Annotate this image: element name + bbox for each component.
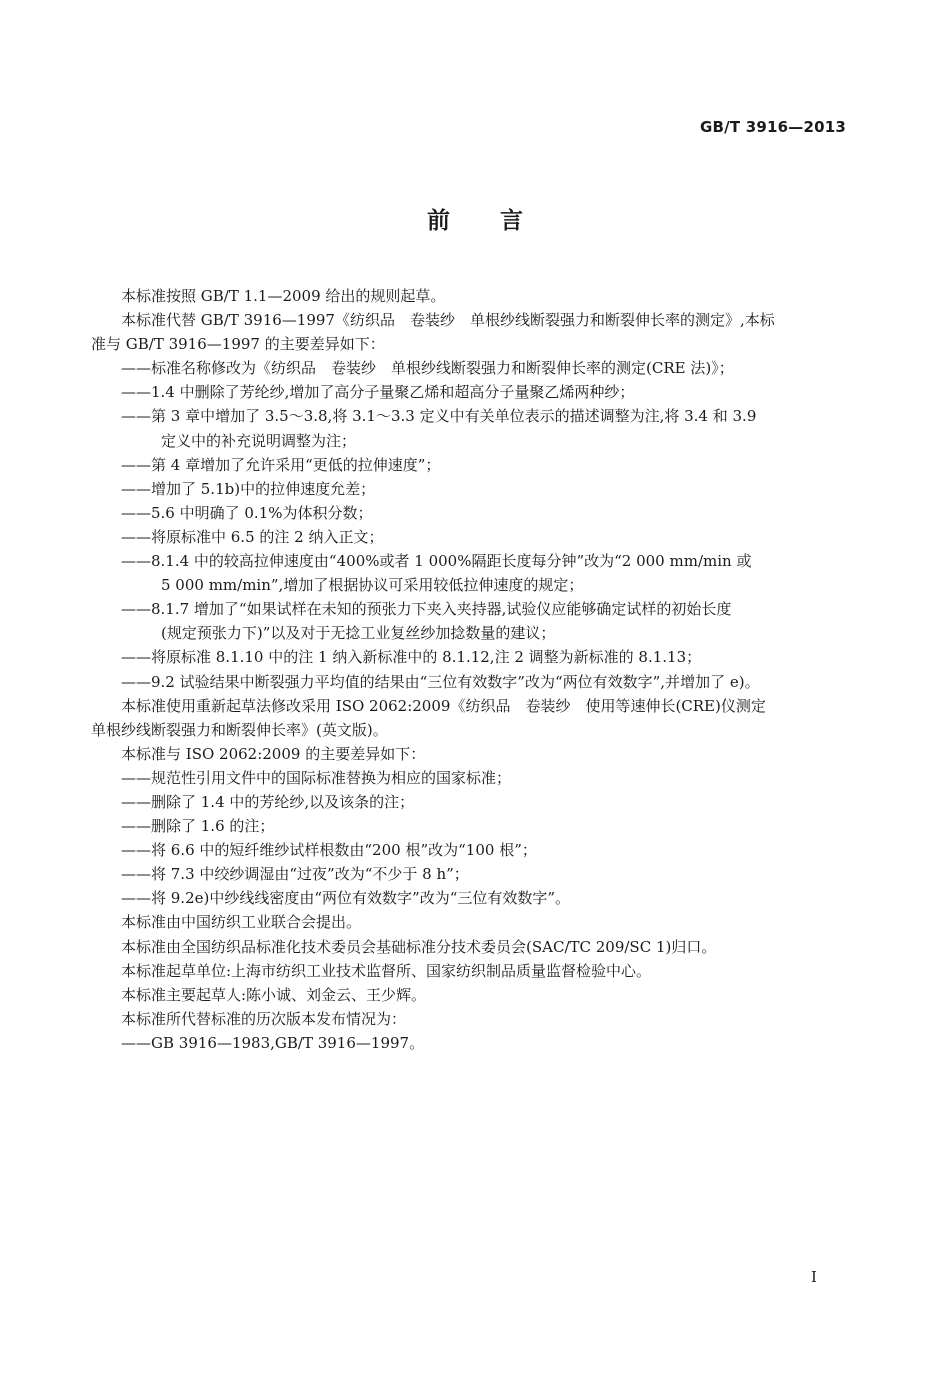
page-number: I	[811, 1268, 817, 1286]
list-item-line: ——规范性引用文件中的国际标准替换为相应的国家标准；	[121, 768, 512, 787]
paragraph-line: 本标准按照 GB/T 1.1—2009 给出的规则起草。	[121, 287, 446, 305]
list-item-line: ——将 7.3 中绞纱调湿由“过夜”改为“不少于 8 h”；	[121, 865, 469, 884]
paragraph-line: 本标准由全国纺织品标准化技术委员会基础标准分技术委员会(SAC/TC 209/SC 1)归口。	[121, 937, 717, 956]
list-item-line: ——9.2 试验结果中断裂强力平均值的结果由“三位有效数字”改为“两位有效数字”,并增加了 e)。	[121, 672, 760, 691]
paragraph-line: 单根纱线断裂强力和断裂伸长率》(英文版)。	[91, 720, 388, 739]
list-item-line: ——1.4 中删除了芳纶纱,增加了高分子量聚乙烯和超高分子量聚乙烯两种纱；	[121, 383, 635, 402]
list-item-line: ——第 4 章增加了允许采用“更低的拉伸速度”；	[121, 455, 441, 474]
list-item-line: ——5.6 中明确了 0.1%为体积分数；	[121, 503, 373, 522]
list-item-line: 定义中的补充说明调整为注；	[161, 431, 357, 450]
paragraph-line: 本标准所代替标准的历次版本发布情况为：	[121, 1009, 407, 1028]
paragraph-line: 本标准使用重新起草法修改采用 ISO 2062:2009《纺织品 卷装纱 使用等速伸长(CRE)仪测定	[121, 696, 766, 715]
list-item-line: ——增加了 5.1b)中的拉伸速度允差；	[121, 479, 376, 498]
paragraph-line: 本标准起草单位:上海市纺织工业技术监督所、国家纺织制品质量监督检验中心。	[121, 961, 652, 980]
list-item-line: 5 000 mm/min”,增加了根据协议可采用较低拉伸速度的规定；	[161, 576, 584, 595]
list-item-line: ——标准名称修改为《纺织品 卷装纱 单根纱线断裂强力和断裂伸长率的测定(CRE 法)》；	[121, 359, 734, 378]
list-item-line: ——8.1.7 增加了“如果试样在未知的预张力下夹入夹持器,试验仪应能够确定试样的初始长度	[121, 600, 732, 619]
paragraph-line: 本标准代替 GB/T 3916—1997《纺织品 卷装纱 单根纱线断裂强力和断裂伸长率的测定》,本标	[121, 311, 775, 330]
list-item-line: ——8.1.4 中的较高拉伸速度由“400%或者 1 000%隔距长度每分钟”改为“2 000 mm/min 或	[121, 552, 752, 571]
list-item-line: ——删除了 1.4 中的芳纶纱,以及该条的注；	[121, 792, 415, 811]
list-item-line: (规定预张力下)”以及对于无捻工业复丝纱加捻数量的建议；	[161, 624, 556, 643]
list-item-line: ——删除了 1.6 的注；	[121, 817, 275, 836]
paragraph-line: 本标准主要起草人:陈小诚、刘金云、王少辉。	[121, 985, 427, 1004]
list-item-line: ——将 9.2e)中纱线线密度由“两位有效数字”改为“三位有效数字”。	[121, 889, 571, 908]
list-item-line: ——GB 3916—1983,GB/T 3916—1997。	[121, 1033, 425, 1052]
paragraph-line: 本标准由中国纺织工业联合会提出。	[121, 913, 362, 932]
list-item-line: ——将原标准中 6.5 的注 2 纳入正文；	[121, 527, 384, 546]
paragraph-line: 准与 GB/T 3916—1997 的主要差异如下：	[91, 335, 385, 354]
list-item-line: ——将 6.6 中的短纤维纱试样根数由“200 根”改为“100 根”；	[121, 841, 537, 860]
document-body	[91, 284, 848, 1055]
paragraph-line: 本标准与 ISO 2062:2009 的主要差异如下：	[121, 744, 426, 763]
standard-code: GB/T 3916—2013	[700, 118, 846, 136]
list-item-line: ——将原标准 8.1.10 中的注 1 纳入新标准中的 8.1.12,注 2 调整为新标准的 8.1.13；	[121, 648, 702, 667]
list-item-line: ——第 3 章中增加了 3.5～3.8,将 3.1～3.3 定义中有关单位表示的描述调整为注,将 3.4 和 3.9	[121, 407, 757, 426]
page-title: 前言	[427, 208, 573, 234]
